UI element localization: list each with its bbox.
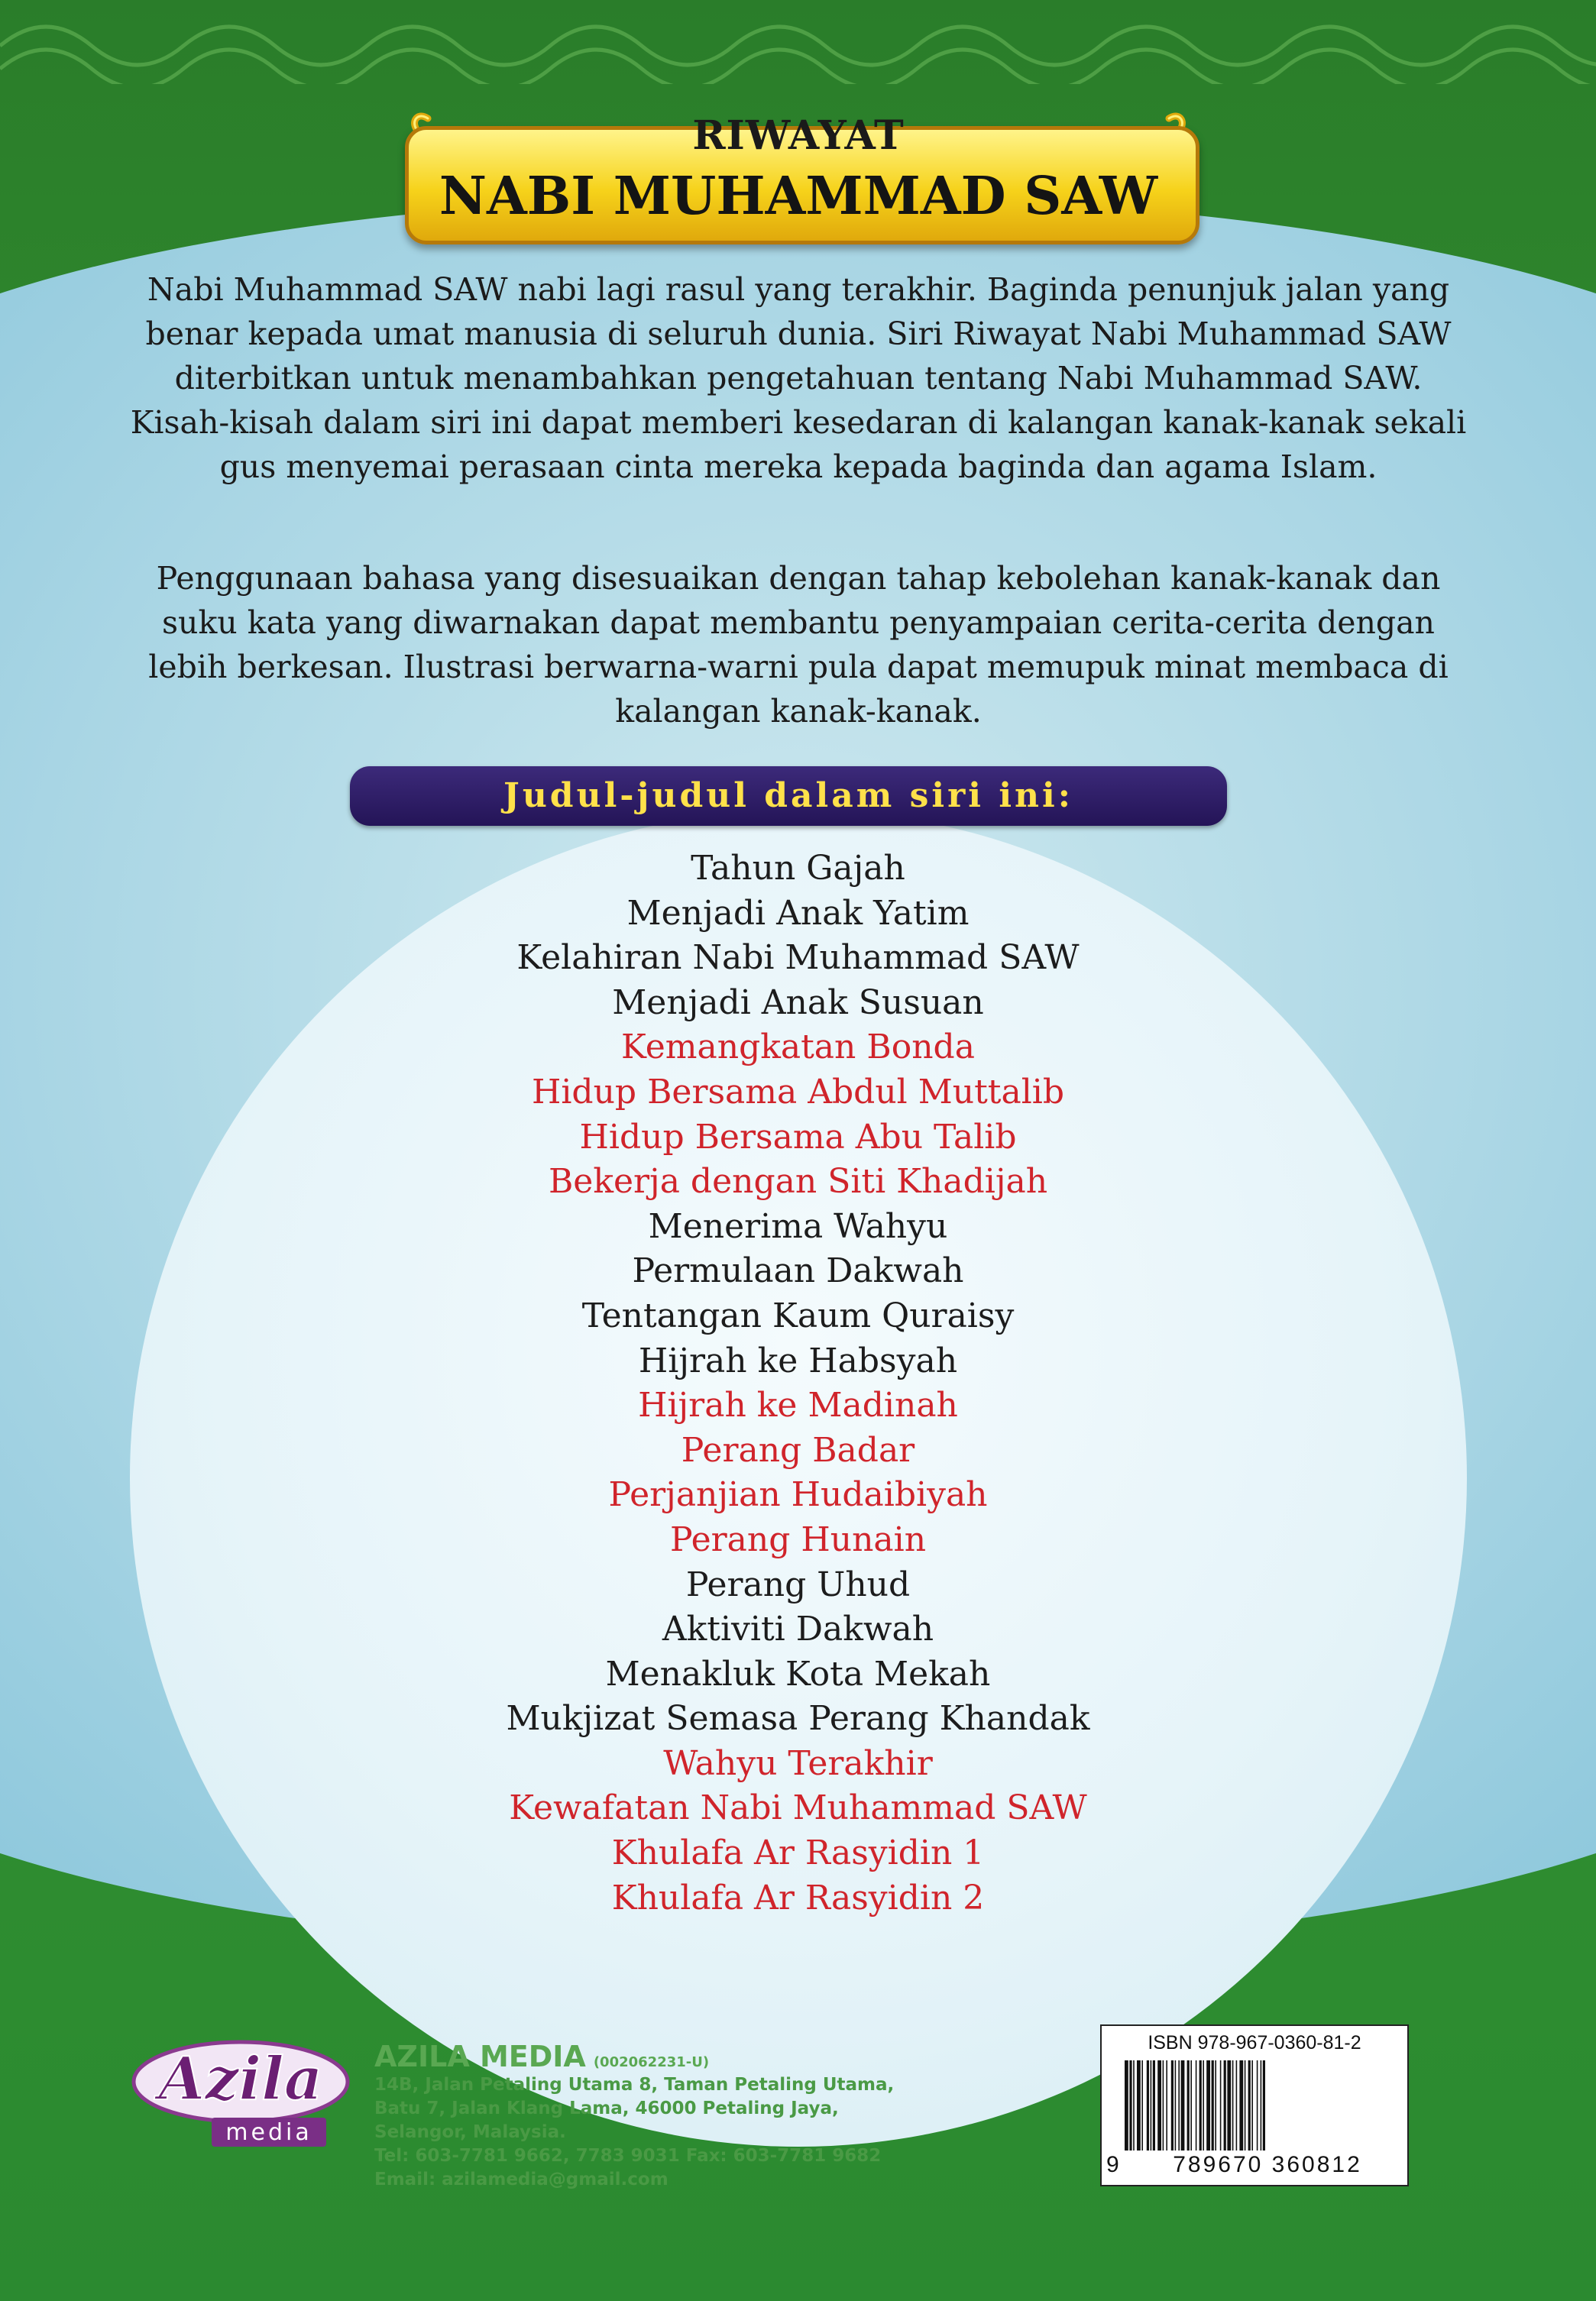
description-paragraph-2: Penggunaan bahasa yang disesuaikan dengan tahap kebolehan kanak-kanak dan suku kata yang diwarnakan dapat membantu penyampaian cerita-cerita dengan lebih berkesan. Ilustrasi berwarna-warni pula dapat memupuk minat membaca di kalangan kanak-kanak. [148, 560, 1449, 730]
series-title-item: Perang Uhud [685, 1565, 911, 1604]
series-title-item: Menakluk Kota Mekah [605, 1654, 991, 1694]
banner-subtitle: RIWAYAT [692, 112, 905, 159]
series-titles-heading: Judul-judul dalam siri ini: [503, 776, 1073, 815]
publisher-reg-no: (002062231-U) [593, 2054, 710, 2070]
series-title-item: Wahyu Terakhir [663, 1743, 933, 1783]
logo-text: Azila [158, 2044, 323, 2114]
series-title-item: Perang Hunain [669, 1519, 927, 1559]
series-title-banner [405, 111, 1192, 237]
publisher-address-line: Batu 7, Jalan Klang Lama, 46000 Petaling Jaya, [374, 2099, 839, 2118]
series-title-item: Hijrah ke Madinah [638, 1386, 958, 1426]
series-titles-heading-bar [350, 766, 1227, 826]
publisher-name: AZILA MEDIA [374, 2040, 586, 2073]
series-title-item: Menerima Wahyu [648, 1206, 948, 1246]
series-title-item: Khulafa Ar Rasyidin 2 [611, 1878, 985, 1918]
series-title-item: Menjadi Anak Susuan [612, 982, 984, 1022]
publisher-info [374, 2040, 1016, 2192]
publisher-address-line: 14B, Jalan Petaling Utama 8, Taman Petaling Utama, [374, 2075, 895, 2095]
series-title-item: Hidup Bersama Abdul Muttalib [531, 1072, 1065, 1112]
series-title-item: Hidup Bersama Abu Talib [579, 1117, 1017, 1157]
publisher-phone-line: Tel: 603-7781 9662, 7783 9031 Fax: 603-7781 9682 [374, 2146, 882, 2166]
barcode-digits-rest: 789670 360812 [1173, 2152, 1362, 2177]
azila-media-logo [126, 2024, 355, 2154]
banner-title: NABI MUHAMMAD SAW [439, 166, 1158, 227]
barcode-digit-first: 9 [1106, 2152, 1121, 2177]
barcode-icon [1125, 2060, 1392, 2151]
series-title-item: Kemangkatan Bonda [621, 1028, 975, 1067]
series-title-item: Kewafatan Nabi Muhammad SAW [509, 1788, 1087, 1828]
publisher-name-line [374, 2040, 1016, 2073]
publisher-email-line: Email: azilamedia@gmail.com [374, 2170, 669, 2189]
description-paragraph-1: Nabi Muhammad SAW nabi lagi rasul yang terakhir. Baginda penunjuk jalan yang benar kepada umat manusia di seluruh dunia. Siri Riwayat Nabi Muhammad SAW diterbitkan untuk menambahkan pengetahuan tentang Nabi Muhammad SAW. Kisah-kisah dalam siri ini dapat memberi kesedaran di kalangan kanak-kanak sekali gus menyemai perasaan cinta mereka kepada baginda dan agama Islam. [130, 271, 1467, 485]
logo-subtext: media [225, 2119, 312, 2146]
series-title-item: Perang Badar [681, 1430, 915, 1470]
series-title-item: Khulafa Ar Rasyidin 1 [611, 1833, 985, 1873]
series-title-list [229, 846, 1367, 1921]
series-title-item: Kelahiran Nabi Muhammad SAW [516, 938, 1080, 978]
isbn-number: ISBN 978-967-0360-81-2 [1148, 2032, 1361, 2053]
top-ornament-border [0, 0, 1596, 84]
publisher-address-line: Selangor, Malaysia. [374, 2122, 566, 2142]
series-title-item: Perjanjian Hudaibiyah [608, 1475, 988, 1515]
isbn-barcode-box [1100, 2024, 1409, 2186]
series-title-item: Aktiviti Dakwah [662, 1610, 934, 1649]
series-title-item: Mukjizat Semasa Perang Khandak [506, 1699, 1090, 1739]
series-title-item: Tahun Gajah [691, 849, 905, 888]
series-title-item: Hijrah ke Habsyah [638, 1341, 958, 1380]
series-title-item: Tentangan Kaum Quraisy [581, 1296, 1015, 1335]
series-title-item: Menjadi Anak Yatim [626, 893, 970, 933]
series-title-item: Permulaan Dakwah [632, 1251, 964, 1291]
series-title-item: Bekerja dengan Siti Khadijah [548, 1162, 1048, 1202]
